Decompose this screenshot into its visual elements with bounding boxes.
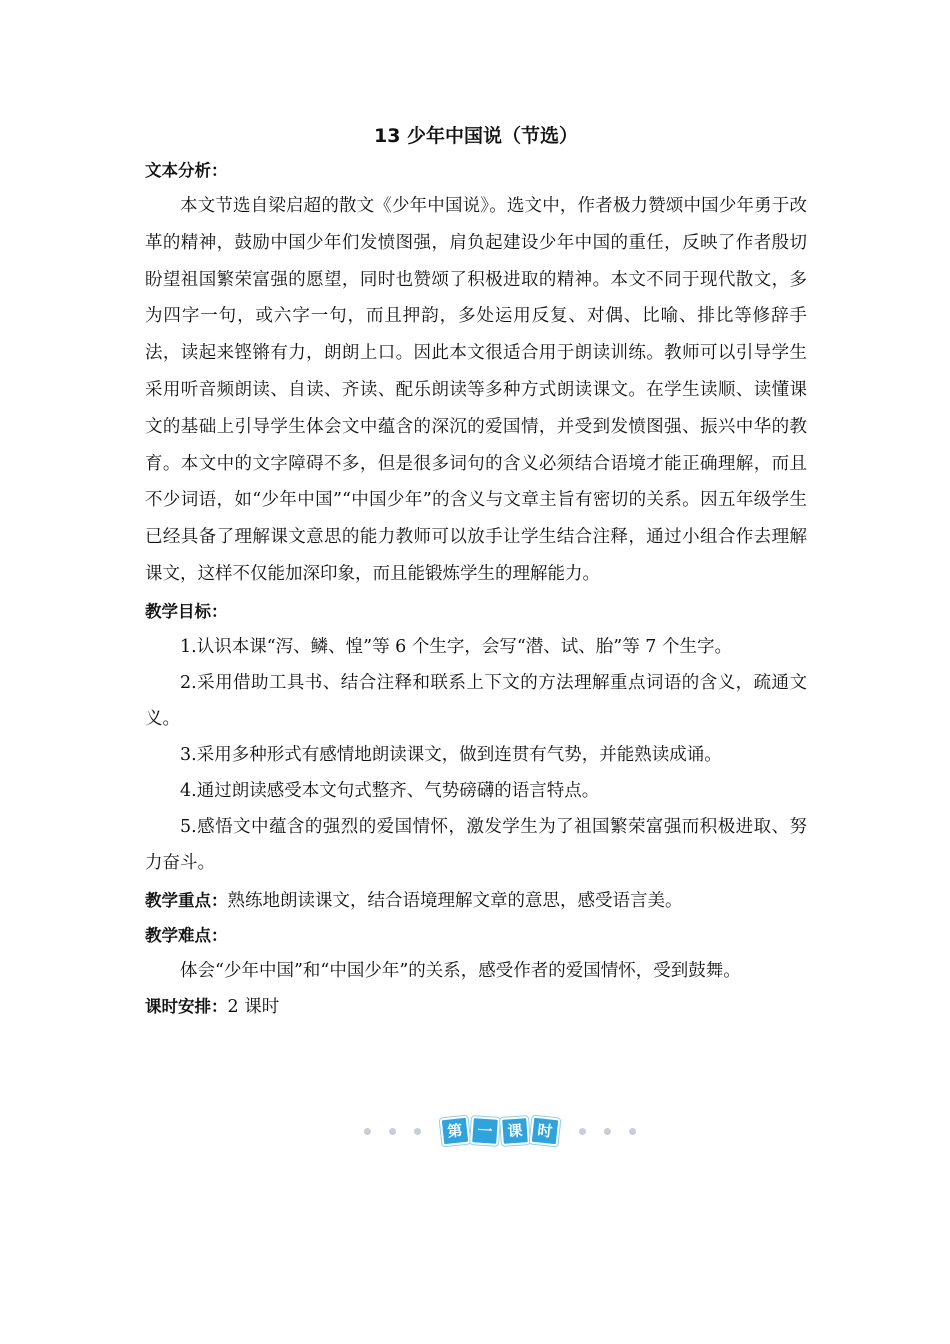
page-title: 13 少年中国说（节选） (373, 125, 579, 147)
text-analysis-heading: 文本分析： (145, 161, 228, 180)
goal-item-3: 3.采用多种形式有感情地朗读课文，做到连贯有气势，并能熟读成诵。 (180, 744, 722, 765)
goal-item-4: 4.通过朗读感受本文句式整齐、气势磅礴的语言特点。 (180, 780, 600, 801)
lesson-badges (440, 1117, 560, 1145)
difficulties-heading: 教学难点： (145, 925, 228, 945)
banner-dot (604, 1128, 611, 1135)
key-points-text: 熟练地朗读课文，结合语境理解文章的意思，感受语言美。 (227, 890, 683, 911)
document-page (145, 118, 807, 1025)
lesson-badge-char: 一 (470, 1116, 500, 1146)
schedule-label: 课时安排： (145, 996, 228, 1016)
lesson-badge-char: 时 (530, 1116, 561, 1147)
goal-item-1: 1.认识本课“泻、鳞、惶”等 6 个生字，会写“潜、试、胎”等 7 个生字。 (180, 636, 732, 657)
lesson-badge-char: 第 (440, 1116, 471, 1147)
teaching-goals-list (145, 629, 807, 881)
banner-dot (389, 1128, 396, 1135)
banner-dot (414, 1128, 421, 1135)
text-analysis-body: 本文节选自梁启超的散文《少年中国说》。选文中，作者极力赞颂中国少年勇于改革的精神，鼓励中国少年们发愤图强，肩负起建设少年中国的重任，反映了作者殷切盼望祖国繁荣富强的愿望，同时也赞颂了积极进取的精神。本文不同于现代散文，多为四字一句，或六字一句，而且押韵，多处运用反复、对偶、比喻、排比等修辞手法，读起来铿锵有力，朗朗上口。因此本文很适合用于朗读训练。教师可以引导学生采用听音频朗读、自读、齐读、配乐朗读等多种方式朗读课文。在学生读顺、读懂课文的基础上引导学生体会文中蕴含的深沉的爱国情，并受到发愤图强、振兴中华的教育。本文中的文字障碍不多，但是很多词句的含义必须结合语境才能正确理解，而且不少词语，如“少年中国”“中国少年”的含义与文章主旨有密切的关系。因五年级学生已经具备了理解课文意思的能力教师可以放手让学生结合注释，通过小组合作去理解课文，这样不仅能加深印象，而且能锻炼学生的理解能力。 (145, 196, 807, 584)
difficulties-text: 体会“少年中国”和“中国少年”的关系，感受作者的爱国情怀，受到鼓舞。 (180, 960, 741, 981)
first-lesson-banner (368, 1112, 632, 1150)
goal-item-2: 2.采用借助工具书、结合注释和联系上下文的方法理解重点词语的含义，疏通文义。 (145, 672, 807, 729)
schedule-row (145, 989, 807, 1025)
key-points-label: 教学重点： (145, 890, 228, 910)
lesson-badge-char: 课 (500, 1116, 530, 1146)
key-points-row (145, 883, 807, 919)
banner-dot (579, 1128, 586, 1135)
goal-item-5: 5.感悟文中蕴含的强烈的爱国情怀，激发学生为了祖国繁荣富强而积极进取、努力奋斗。 (145, 816, 807, 873)
schedule-text: 2 课时 (227, 996, 280, 1017)
teaching-goals-heading: 教学目标： (145, 601, 228, 621)
banner-dot (629, 1128, 636, 1135)
banner-dot (364, 1128, 371, 1135)
